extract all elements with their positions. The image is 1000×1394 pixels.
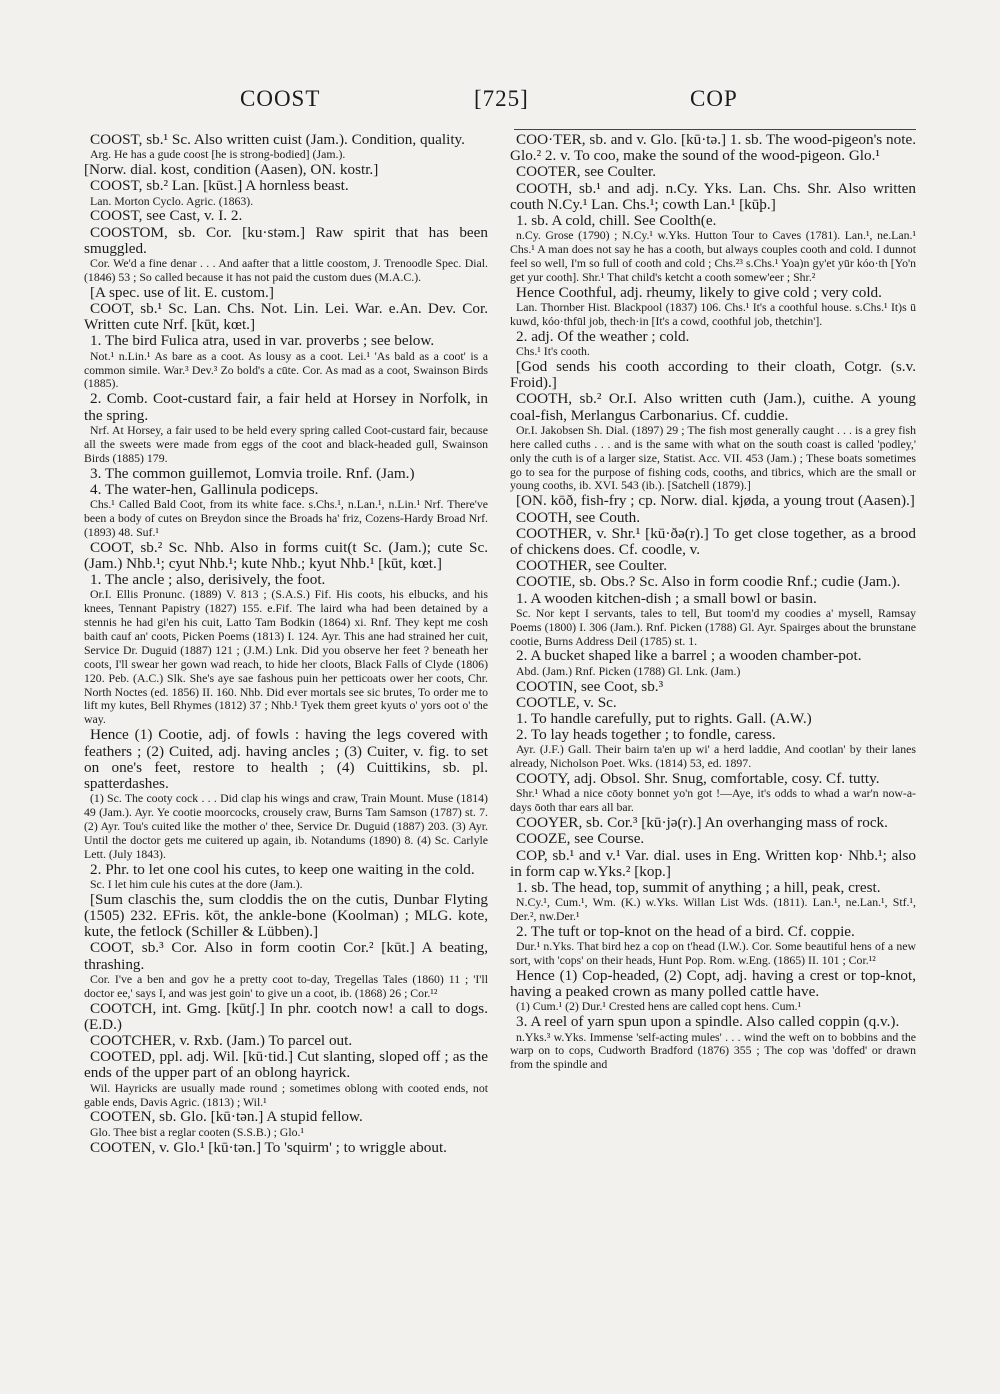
entry-paragraph: COOTLE, v. Sc.	[516, 693, 617, 711]
left-guide-word: COOST	[240, 86, 321, 111]
entry-paragraph: Hence Coothful, adj. rheumy, likely to give cold ; very cold.	[516, 283, 882, 301]
entry-paragraph: COOTHER, see Coulter.	[516, 557, 668, 575]
entry-paragraph: COOTEN, v. Glo.¹ [kū·tən.] To 'squirm' ; to wriggle about.	[90, 1138, 447, 1156]
citation-paragraph: Or.I. Ellis Pronunc. (1889) V. 813 ; (S.A.S.) Fif. His coots, his elbucks, and his knees, Tennant Papistry (1827) 155. e.Fif. The laird wha had been detained by a stennis he had gi'en his cuit, Latto Tam Bodkin (1864) xi. Rnf. They kept me cosh baith cauf an' coots, Picken Poems (1813) I. 124. Ayr. This ane had strained her cuit, Service Dr. Duguid (1887) 121 ; (J.M.) Lnk. Did you observe her feet ? beneath her coots, I'll swear her gown wad reach, to hide her cloots, Black Falls of Clyde (1806) 120. Peb. (A.C.) Slk. She's aye sae fashous puin her petticoats ower her coots, Chr. North Noctes (ed. 1856) II. 160. Nhb. Did ever mortals see sic brutes, To order me to lift my kutes, Bell Rhymes (1812) 37 ; Nhb.¹ Tyek them greet kyuts o' yors oot o' the way.	[84, 587, 488, 727]
entry-paragraph: COOTCH, int. Gmg. [kūtʃ.] In phr. cootch now! a call to dogs. (E.D.)	[84, 999, 488, 1033]
citation-paragraph: Arg. He has a gude coost [he is strong-bodied] (Jam.).	[90, 147, 346, 162]
entry-paragraph: Hence (1) Cootie, adj. of fowls : having the legs covered with feathers ; (2) Cuited, adj. having ancles ; (3) Cuiter, v. fig. to set on one's feet, restore to health ; (4) Cuittikins, sb. pl. spatterdashes.	[84, 726, 488, 792]
citation-paragraph: Nrf. At Horsey, a fair used to be held every spring called Coot-custard fair, because all the sweets were made from eggs of the coot and black-headed gull, Swainson Birds (1885) 179.	[84, 422, 488, 465]
citation-paragraph: (1) Sc. The cooty cock . . . Did clap his wings and craw, Train Mount. Muse (1814) 49 (Jam.). Ayr. Ye cootie moorcocks, crousely craw, Burns Tam Samson (1787) st. 7. (2) Ayr. Tou's cuited like the mother o' thee, Service Dr. Duguid (1887) 203. (3) Ayr. Until the doctor gets me cuitered up again, ib. Notandums (1890) 8. (4) Sc. Carlyle Lett. (July 1843).	[84, 791, 488, 861]
entry-paragraph: COOTH, sb.¹ and adj. n.Cy. Yks. Lan. Chs. Shr. Also written couth N.Cy.¹ Lan. Chs.¹; cowth Lan.¹ [kūþ.]	[510, 179, 916, 213]
entry-paragraph: 2. Phr. to let one cool his cutes, to keep one waiting in the cold.	[90, 860, 475, 878]
citation-paragraph: Cor. I've a ben and gov he a pretty coot to-day, Tregellas Tales (1860) 11 ; 'I'll doctor ee,' says I, and was jest goin' to give un a coot, ib. (1868) 26 ; Cor.¹²	[84, 971, 488, 1000]
entry-paragraph: Hence (1) Cop-headed, (2) Copt, adj. having a crest or top-knot, having a peaked crown as many polled cattle have.	[510, 967, 916, 1001]
entry-paragraph: COOTHER, v. Shr.¹ [kū·ðə(r).] To get close together, as a brood of chickens does. Cf. coodle, v.	[510, 524, 916, 558]
entry-paragraph: 1. A wooden kitchen-dish ; a small bowl or basin.	[516, 589, 817, 607]
citation-paragraph: Shr.¹ Whad a nice cōoty bonnet yo'n got !—Aye, it's odds to whad a war'n now-a-days ōoth thar ears all bar.	[510, 786, 916, 815]
entry-paragraph: COOTED, ppl. adj. Wil. [kū·tid.] Cut slanting, sloped off ; as the ends of the upper part of an oblong hayrick.	[84, 1048, 488, 1082]
entry-paragraph: COOTCHER, v. Rxb. (Jam.) To parcel out.	[90, 1031, 353, 1049]
entry-paragraph: COOTEN, sb. Glo. [kū·tən.] A stupid fellow.	[90, 1108, 363, 1126]
entry-paragraph: [Sum claschis the, sum cloddis the on the cutis, Dunbar Flyting (1505) 232. EFris. kōt, the ankle-bone (Koolman) ; MLG. kote, kute, the fetlock (Schiller & Lübben).]	[84, 890, 488, 941]
entry-paragraph: [A spec. use of lit. E. custom.]	[90, 283, 274, 301]
entry-paragraph: 3. A reel of yarn spun upon a spindle. Also called coppin (q.v.).	[516, 1013, 900, 1031]
citation-paragraph: Not.¹ n.Lin.¹ As bare as a coot. As lousy as a coot. Lei.¹ 'As bald as a coot' is a common simile. War.³ Dev.³ Zo bold's a cūte. Cor. As mad as a coot, Swainson Birds (1885).	[84, 348, 488, 391]
page-number: [725]	[474, 86, 529, 111]
entry-paragraph: COOTY, adj. Obsol. Shr. Snug, comfortable, cosy. Cf. tutty.	[516, 770, 880, 788]
entry-paragraph: 1. sb. The head, top, summit of anything ; a hill, peak, crest.	[516, 879, 881, 897]
entry-paragraph: COOTIE, sb. Obs.? Sc. Also in form coodie Rnf.; cudie (Jam.).	[516, 573, 901, 591]
citation-paragraph: (1) Cum.¹ (2) Dur.¹ Crested hens are called copt hens. Cum.¹	[516, 999, 802, 1014]
entry-paragraph: [ON. kōð, fish-fry ; cp. Norw. dial. kjøda, a young trout (Aasen).]	[516, 492, 915, 510]
citation-paragraph: Lan. Thornber Hist. Blackpool (1837) 106. Chs.¹ It's a coothful house. s.Chs.¹ It)s ū kuwd, kóo·thfūl job, thech·in [It's a cowd, coothful job, thetchin'].	[510, 300, 916, 328]
entry-paragraph: COOST, sb.¹ Sc. Also written cuist (Jam.). Condition, quality.	[90, 132, 465, 148]
citation-paragraph: Glo. Thee bist a reglar cooten (S.S.B.) ; Glo.¹	[90, 1124, 304, 1139]
header-rule	[514, 129, 916, 130]
entry-paragraph: 1. sb. A cold, chill. See Coolth(e.	[516, 212, 717, 230]
citation-paragraph: n.Yks.³ w.Yks. Immense 'self-acting mules' . . . wind the weft on to bobbins and the warp on to cops, Cudworth Bradford (1876) 355 ; The cop was 'doffed' or drawn from the spindle and	[510, 1029, 916, 1072]
left-column	[84, 132, 488, 1352]
entry-paragraph: 2. adj. Of the weather ; cold.	[516, 327, 690, 345]
right-column	[510, 132, 916, 1352]
entry-paragraph: 1. The bird Fulica atra, used in var. proverbs ; see below.	[90, 332, 435, 350]
entry-paragraph: COOST, see Cast, v. I. 2.	[90, 207, 243, 225]
entry-paragraph: COO·TER, sb. and v. Glo. [kū·tə.] 1. sb. The wood-pigeon's note. Glo.² 2. v. To coo, make the sound of the wood-pigeon. Glo.¹	[510, 132, 916, 165]
entry-paragraph: COOT, sb.² Sc. Nhb. Also in forms cuit(t Sc. (Jam.); cute Sc. (Jam.) Nhb.¹; cyut Nhb.¹; kute Nhb.; kyut Nhb.¹ [kūt, kœt.]	[84, 538, 488, 572]
entry-paragraph: 2. Comb. Coot-custard fair, a fair held at Horsey in Norfolk, in the spring.	[84, 390, 488, 424]
right-guide-word: COP	[690, 86, 738, 111]
entry-paragraph: COOYER, sb. Cor.³ [kū·jə(r).] An overhanging mass of rock.	[516, 814, 888, 832]
entry-paragraph: [God sends his cooth according to their cloath, Cotgr. (s.v. Froid).]	[510, 357, 916, 392]
citation-paragraph: Ayr. (J.F.) Gall. Their bairn ta'en up wi' a herd laddie, And cootlan' by their lanes already, Nicholson Poet. Wks. (1814) 53, ed. 1897.	[510, 742, 916, 771]
entry-paragraph: COOZE, see Course.	[516, 830, 645, 848]
citation-paragraph: Dur.¹ n.Yks. That bird hez a cop on t'head (I.W.). Cor. Some beautiful hens of a new sort, with 'cops' on their heads, Hunt Pop. Rom. w.Eng. (1865) II. 101 ; Cor.¹²	[510, 939, 916, 968]
entry-paragraph: 2. The tuft or top-knot on the head of a bird. Cf. coppie.	[516, 923, 855, 941]
citation-paragraph: Lan. Morton Cyclo. Agric. (1863).	[90, 193, 254, 208]
citation-paragraph: Or.I. Jakobsen Sh. Dial. (1897) 29 ; The fish most generally caught . . . is a grey fish here called cuths . . . and is the same with what on the south coast is called 'podley,' only the cuth is of a larger size, Statist. Acc. VII. 453 (Jam.) ; These boats sometimes go to sea for the purpose of fishing cods, cooths, and tibrics, which are the small or young cooths, ib. XVI. 543 (ib.). [Satchell (1879).]	[510, 422, 916, 493]
entry-paragraph: [Norw. dial. kost, condition (Aasen), ON. kostr.]	[84, 161, 379, 179]
citation-paragraph: N.Cy.¹, Cum.¹, Wm. (K.) w.Yks. Willan List Wds. (1811). Lan.¹, ne.Lan.¹, Stf.¹, Der.², nw.Der.¹	[510, 895, 916, 924]
entry-paragraph: COOTH, sb.² Or.I. Also written cuth (Jam.), cuithe. A young coal-fish, Merlangus Carbonarius. Cf. cuddie.	[510, 390, 916, 424]
entry-paragraph: 1. The ancle ; also, derisively, the foot.	[90, 571, 326, 589]
entry-paragraph: 2. A bucket shaped like a barrel ; a wooden chamber-pot.	[516, 647, 862, 665]
entry-paragraph: 4. The water-hen, Gallinula podiceps.	[90, 480, 319, 498]
entry-paragraph: COP, sb.¹ and v.¹ Var. dial. uses in Eng. Written kop· Nhb.¹; also in form cap w.Yks.² [kop.]	[510, 846, 916, 880]
citation-paragraph: Sc. I let him cule his cutes at the dore (Jam.).	[90, 876, 303, 891]
entry-paragraph: COOTER, see Coulter.	[516, 163, 657, 181]
entry-paragraph: 1. To handle carefully, put to rights. Gall. (A.W.)	[516, 709, 812, 727]
entry-paragraph: COOT, sb.³ Cor. Also in form cootin Cor.² [kūt.] A beating, thrashing.	[84, 939, 488, 973]
citation-paragraph: Abd. (Jam.) Rnf. Picken (1788) Gl. Lnk. (Jam.)	[516, 663, 741, 678]
citation-paragraph: n.Cy. Grose (1790) ; N.Cy.¹ w.Yks. Hutton Tour to Caves (1781). Lan.¹, ne.Lan.¹ Chs.¹ A man does not say he has a cooth, but always couples cooth and cold. I dunnot feel so well, I'm so full of cooth and cold ; Chs.²³ s.Chs.¹ Yoa)n gy'et yūr kóo·th [Yo'n get yur cooth]. Shr.¹ That child's ketcht a cooth somew'eer ; Shr.²	[510, 228, 916, 284]
entry-paragraph: COOST, sb.² Lan. [kūst.] A hornless beast.	[90, 177, 349, 195]
entry-paragraph: 2. To lay heads together ; to fondle, caress.	[516, 726, 776, 744]
entry-paragraph: 3. The common guillemot, Lomvia troile. Rnf. (Jam.)	[90, 464, 415, 482]
entry-paragraph: COOTH, see Couth.	[516, 508, 641, 526]
citation-paragraph: Wil. Hayricks are usually made round ; sometimes oblong with cooted ends, not gable ends, Davis Agric. (1813) ; Wil.¹	[84, 1080, 488, 1109]
citation-paragraph: Chs.¹ Called Bald Coot, from its white face. s.Chs.¹, n.Lan.¹, n.Lin.¹ Nrf. There've been a body of cutes on Breydon since the Broads ha' friz, Cozens-Hardy Broad Nrf. (1893) 48. Suf.¹	[84, 496, 488, 539]
citation-paragraph: Cor. We'd a fine denar . . . And aafter that a little coostom, J. Trenoodle Spec. Dial. (1846) 53 ; So called because it has not paid the custom dues (M.A.C.).	[84, 256, 488, 284]
entry-paragraph: COOTIN, see Coot, sb.³	[516, 677, 664, 695]
entry-paragraph: COOSTOM, sb. Cor. [ku·stəm.] Raw spirit that has been smuggled.	[84, 223, 488, 257]
entry-paragraph: COOT, sb.¹ Sc. Lan. Chs. Not. Lin. Lei. War. e.An. Dev. Cor. Written cute Nrf. [kūt, kœt.]	[84, 300, 488, 334]
citation-paragraph: Sc. Nor kept I servants, tales to tell, But toom'd my coodies a' mysell, Ramsay Poems (1800) I. 306 (Jam.). Rnf. Picken (1788) Gl. Ayr. Spairges about the brunstane cootie, Burns Address Deil (1785) st. 1.	[510, 605, 916, 648]
citation-paragraph: Chs.¹ It's cooth.	[516, 344, 590, 359]
